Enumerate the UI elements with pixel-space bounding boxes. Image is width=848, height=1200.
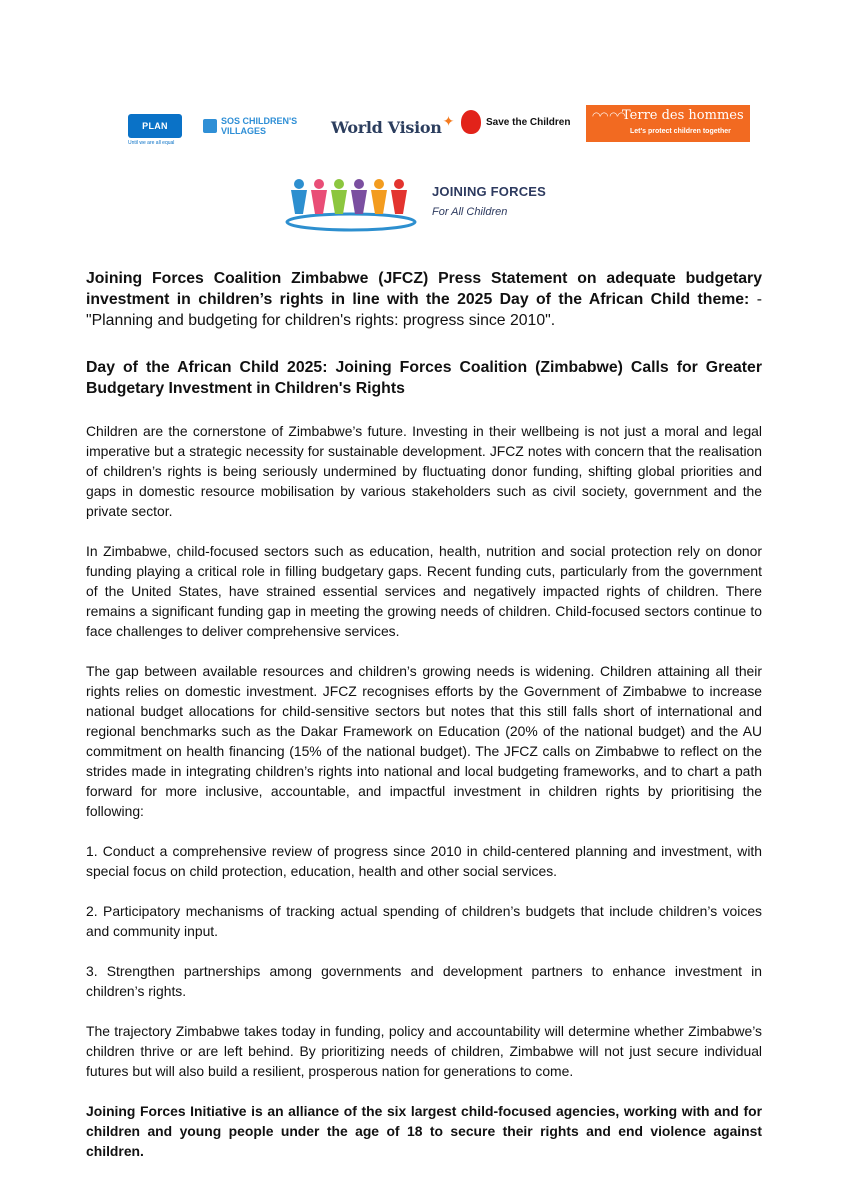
joining-forces-subtitle: For All Children bbox=[432, 206, 508, 218]
paragraph: The gap between available resources and children’s growing needs is widening. Children attaining all their rights relies on domestic investment. JFCZ recognises efforts by the Government of Zimbabwe to increase national budget allocations for child-sensitive sectors but notes that this still falls short of international and regional benchmarks such as the Dakar Framework on Education (20% of the national budget) and the AU commitment on health financing (15% of the national budget). The JFCZ calls on Zimbabwe to reflect on the strides made in integrating children’s rights into national and local budgeting frameworks, and to chart a path forward for more inclusive, accountable, and impactful investment in children rights by prioritising the following: bbox=[86, 663, 762, 819]
terre-des-hommes-name: Terre des hommes bbox=[622, 108, 744, 123]
sos-line2: VILLAGES bbox=[221, 126, 267, 136]
headline-theme: - "Planning and budgeting for children's rights: progress since 2010". bbox=[86, 291, 762, 329]
list-item: 3. Strengthen partnerships among governments and development partners to enhance investment in children’s rights. bbox=[86, 963, 762, 999]
terre-des-hommes-logo bbox=[586, 105, 750, 142]
sos-icon bbox=[203, 119, 217, 133]
joining-forces-title: JOINING FORCES bbox=[432, 184, 547, 199]
joining-forces-logo bbox=[285, 176, 575, 238]
terre-des-hommes-tagline: Let's protect children together bbox=[630, 128, 731, 135]
plan-logo-mark: PLAN bbox=[128, 114, 182, 138]
list-item: 2. Participatory mechanisms of tracking actual spending of children’s budgets that include children’s voices and community input. bbox=[86, 903, 762, 939]
press-statement bbox=[86, 268, 762, 1161]
plan-tagline: Until we are all equal bbox=[128, 140, 175, 146]
paragraph: Children are the cornerstone of Zimbabwe’s future. Investing in their wellbeing is not just a moral and legal imperative but a strategic necessity for sustainable development. JFCZ notes with concern that the realisation of children’s rights is being seriously undermined by fluctuating donor funding, shifting global priorities and gaps in domestic resource mobilisation by various stakeholders such as civil society, government and the private sector. bbox=[86, 423, 762, 519]
headline-bold: Joining Forces Coalition Zimbabwe (JFCZ) Press Statement on adequate budgetary investment in children’s rights in line with the 2025 Day of the African Child theme: bbox=[86, 270, 762, 308]
headline bbox=[86, 268, 762, 331]
statement-title: Day of the African Child 2025: Joining Forces Coalition (Zimbabwe) Calls for Greater Budgetary Investment in Children's Rights bbox=[86, 359, 762, 397]
world-vision-name: World Vision bbox=[331, 118, 442, 137]
list-item: 1. Conduct a comprehensive review of progress since 2010 in child-centered planning and investment, with special focus on child protection, education, health and other social services. bbox=[86, 843, 762, 879]
closing-statement: Joining Forces Initiative is an alliance of the six largest child-focused agencies, working with and for children and young people under the age of 18 to secure their rights and end violence against children. bbox=[86, 1103, 762, 1159]
save-the-children-logo bbox=[461, 110, 570, 134]
paragraph: In Zimbabwe, child-focused sectors such as education, health, nutrition and social protection rely on donor funding playing a critical role in filling budgetary gaps. Recent funding cuts, particularly from the government of the United States, have strained essential services and negatively impacted rights of children. There remains a significant funding gap in meeting the growing needs of children. Child-focused sectors continue to face challenges to deliver comprehensive services. bbox=[86, 543, 762, 639]
paragraph: The trajectory Zimbabwe takes today in funding, policy and accountability will determine whether Zimbabwe’s children thrive or are left behind. By prioritizing needs of children, Zimbabwe will not just secure individual futures but will also build a resilient, prosperous nation for generations to come. bbox=[86, 1023, 762, 1079]
world-vision-logo bbox=[331, 113, 455, 137]
eyes-icon: ◠◠ ◠◠ bbox=[592, 111, 625, 122]
joining-forces-figures-icon bbox=[285, 176, 425, 238]
sos-line1: SOS CHILDREN'S bbox=[221, 116, 298, 126]
star-icon: ✦ bbox=[442, 113, 455, 129]
sos-childrens-villages-logo bbox=[203, 116, 297, 136]
child-figure-icon bbox=[461, 110, 481, 134]
partner-logos bbox=[0, 100, 848, 150]
plan-international-logo bbox=[128, 114, 182, 146]
save-the-children-name: Save the Children bbox=[486, 116, 571, 128]
